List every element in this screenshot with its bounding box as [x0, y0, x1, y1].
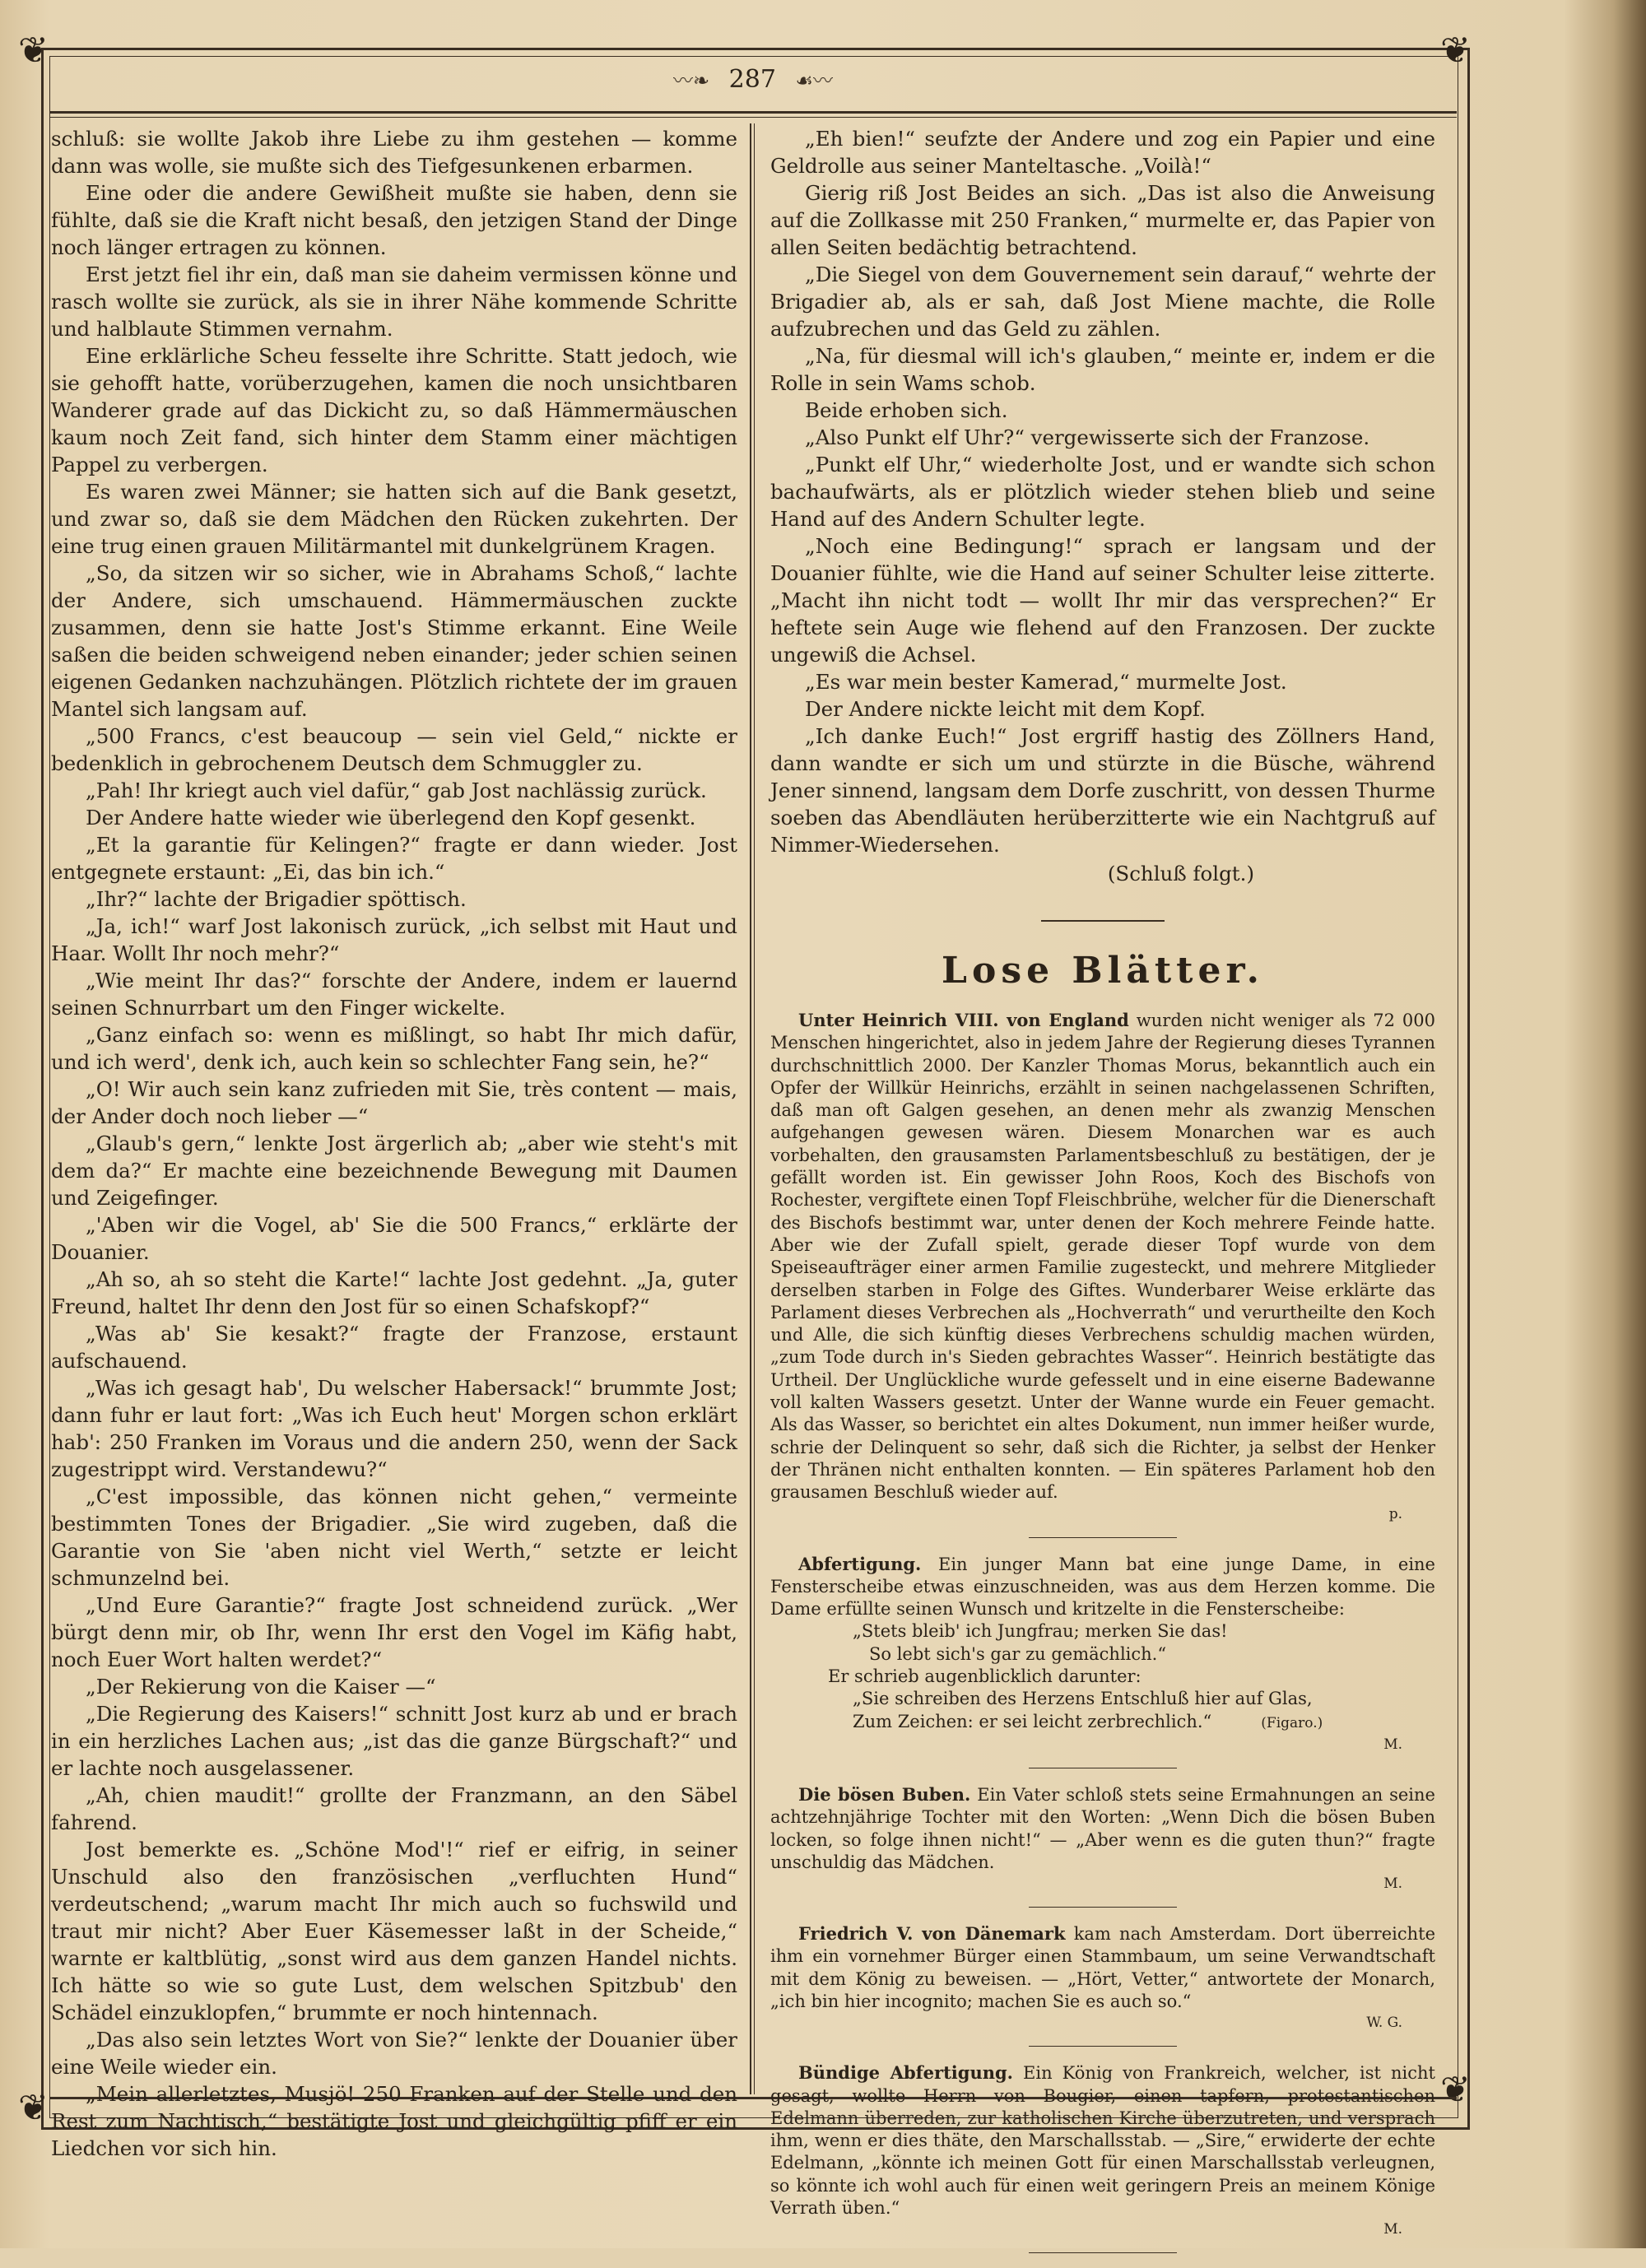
- item-signature: M.: [1383, 2221, 1402, 2238]
- story-paragraph: „Ihr?“ lachte der Brigadier spöttisch.: [86, 887, 467, 911]
- corner-ornament-bottom-right-icon: ❦: [1440, 2069, 1471, 2111]
- corner-ornament-bottom-left-icon: ❦: [18, 2087, 49, 2129]
- corner-ornament-top-right-icon: ❦: [1440, 30, 1471, 72]
- story-paragraph: „Was ich gesagt hab', Du welscher Habersack!“ brummte Jost; dann fuhr er laut fort: „Was ich Euch heut' Morgen schon erklärt hab': 250 Franken im Voraus und die andern 250, wenn der Sack zugestrippt wird. Verstandewu?“: [51, 1376, 737, 1481]
- corner-ornament-top-left-icon: ❦: [18, 30, 49, 72]
- page-number: 287: [728, 65, 776, 94]
- miscellany-section: [770, 1009, 1435, 2253]
- story-paragraph: „O! Wir auch sein kanz zufrieden mit Sie, très content — mais, der Ander doch noch lieber —“: [51, 1077, 737, 1128]
- header-rule-thin: [49, 117, 1457, 118]
- miscellany-item: [770, 1922, 1435, 2013]
- verse-line: So lebt sich's gar zu gemächlich.“: [869, 1643, 1167, 1664]
- miscellany-item: [770, 2061, 1435, 2219]
- miscellany-item: [770, 1009, 1435, 1504]
- story-paragraph: „Das also sein letztes Wort von Sie?“ lenkte der Douanier über eine Weile wieder ein.: [51, 2028, 737, 2079]
- story-paragraph: „Also Punkt elf Uhr?“ vergewisserte sich der Franzose.: [805, 425, 1370, 449]
- story-paragraph: „Und Eure Garantie?“ fragte Jost schneidend zurück. „Wer bürgt denn mir, ob Ihr, wenn Ihr erst den Vogel im Käfig habt, noch Euer Wort halten werdet?“: [51, 1593, 737, 1671]
- story-paragraph: „Et la garantie für Kelingen?“ fragte er dann wieder. Jost entgegnete erstaunt: „Ei, das bin ich.“: [51, 833, 737, 884]
- verse-line: „Sie schreiben des Herzens Entschluß hier auf Glas,: [853, 1689, 1313, 1709]
- story-paragraph: „Eh bien!“ seufzte der Andere und zog ein Papier und eine Geldrolle aus seiner Manteltasche. „Voilà!“: [770, 127, 1435, 178]
- story-paragraph: „Die Regierung des Kaisers!“ schnitt Jost kurz ab und er brach in ein herzliches Lachen aus; „ist das die ganze Bürgschaft?“ und er lachte noch ausgelassener.: [51, 1702, 737, 1780]
- item-signature: M.: [1383, 1875, 1402, 1893]
- column-divider: [750, 123, 751, 2094]
- story-paragraph: „Pah! Ihr kriegt auch viel dafür,“ gab Jost nachlässig zurück.: [86, 778, 707, 802]
- item-heading: Unter Heinrich VIII. von England: [798, 1010, 1129, 1030]
- story-paragraph: Gierig riß Jost Beides an sich. „Das ist also die Anweisung auf die Zollkasse mit 250 Franken,“ murmelte er, das Papier von allen Seiten bedächtig betrachtend.: [770, 181, 1435, 259]
- story-paragraph: Beide erhoben sich.: [805, 398, 1008, 422]
- header-ornament-left-icon: 〰❧: [673, 69, 710, 92]
- left-column: [51, 125, 737, 2162]
- story-paragraph: Der Andere hatte wieder wie überlegend den Kopf gesenkt.: [86, 806, 696, 830]
- to-be-continued: (Schluß folgt.): [1107, 862, 1254, 885]
- story-paragraph: „C'est impossible, das können nicht gehen,“ vermeinte bestimmten Tones der Brigadier. „Sie wird zugeben, daß die Garantie von Sie 'aben nicht viel Werth,“ setzte er leicht schmunzelnd bei.: [51, 1485, 737, 1590]
- section-divider: [1041, 920, 1165, 922]
- story-paragraph: „So, da sitzen wir so sicher, wie in Abrahams Schoß,“ lachte der Andere, sich umschauend. Hämmermäuschen zuckte zusammen, denn sie hatte Jost's Stimme erkannt. Eine Weile saßen die beiden schweigend neben einander; jeder schien seinen eigenen Gedanken nachzuhängen. Plötzlich richtete der im grauen Mantel sich langsam auf.: [51, 561, 737, 721]
- story-paragraph: „Glaub's gern,“ lenkte Jost ärgerlich ab; „aber wie steht's mit dem da?“ Er machte eine bezeichnende Bewegung mit Daumen und Zeigefinger.: [51, 1132, 737, 1210]
- story-paragraph: schluß: sie wollte Jakob ihre Liebe zu ihm gestehen — komme dann was wolle, sie mußte sich des Tiefgesunkenen erbarmen.: [51, 127, 737, 178]
- item-divider: [1029, 2046, 1177, 2047]
- story-paragraph: „Es war mein bester Kamerad,“ murmelte Jost.: [805, 670, 1287, 694]
- story-paragraph: „500 Francs, c'est beaucoup — sein viel Geld,“ nickte er bedenklich in gebrochenem Deutsch dem Schmuggler zu.: [51, 724, 737, 775]
- column-divider-thin: [754, 123, 755, 2094]
- story-paragraph: „Ganz einfach so: wenn es mißlingt, so habt Ihr mich dafür, und ich werd', denk ich, auch kein so schlechter Fang sein, he?“: [51, 1023, 737, 1074]
- story-paragraph: „Ah, chien maudit!“ grollte der Franzmann, an den Säbel fahrend.: [51, 1783, 737, 1834]
- item-signature: W. G.: [1366, 2015, 1402, 2032]
- header-rule: [49, 111, 1457, 114]
- story-paragraph: „Ah so, ah so steht die Karte!“ lachte Jost gedehnt. „Ja, guter Freund, haltet Ihr denn den Jost für so einen Schafskopf?“: [51, 1267, 737, 1318]
- story-paragraph: Eine oder die andere Gewißheit mußte sie haben, denn sie fühlte, daß sie die Kraft nicht besaß, den jetzigen Stand der Dinge noch länger ertragen zu können.: [51, 181, 737, 259]
- item-text: wurden nicht weniger als 72 000 Menschen hingerichtet, also in jedem Jahre der Regierung dieses Tyrannen durchschnittlich 2000. Der Kanzler Thomas Morus, bekanntlich auch ein Opfer der Willkür Heinrichs, erzählt in seinen nachgelassenen Schriften, daß man oft Galgen gesehen, an denen mehr als zwanzig Menschen aufgehangen gewesen wären. Diesem Monarchen war es auch vorbehalten, den grausamsten Parlamentsbeschluß zu bestätigen, der je gefällt worden ist. Ein gewisser John Roos, Koch des Bischofs von Rochester, vergiftete einen Topf Fleischbrühe, welcher für die Dienerschaft des Bischofs bestimmt war, unter denen der Koch mehrere Feinde hatte. Aber wie der Zufall spielt, gerade dieser Topf wurde von dem Speiseaufträger einer armen Familie zugesteckt, und mehrere Mitglieder derselben starben in Folge des Giftes. Wunderbarer Weise erklärte das Parlament dieses Verbrechen als „Hochverrath“ und verurtheilte den Koch und Alle, die sich künftig dieses Verbrechens schuldig machen würden, „zum Tode durch in's Sieden gebrachtes Wasser“. Heinrich bestätigte das Urtheil. Der Unglückliche wurde gefesselt und in eine eiserne Badewanne voll kalten Wassers gesetzt. Unter der Wanne wurde ein Feuer gemacht. Als das Wasser, so berichtet ein altes Dokument, nun immer heißer wurde, schrie der Delinquent so sehr, daß sich die Richter, ja selbst der Henker der Thränen nicht enthalten konnten. — Ein späteres Parlament hob den grausamen Beschluß wieder auf.: [770, 1011, 1435, 1503]
- story-paragraph: „Punkt elf Uhr,“ wiederholte Jost, und er wandte sich schon bachaufwärts, als er plötzlich wieder stehen blieb und seine Hand auf des Andern Schulter legte.: [770, 453, 1435, 531]
- item-signature: M.: [1383, 1736, 1402, 1753]
- story-paragraph: „Die Siegel von dem Gouvernement sein darauf,“ wehrte der Brigadier ab, als er sah, daß Jost Miene machte, die Rolle aufzubrechen und das Geld zu zählen.: [770, 263, 1435, 341]
- story-paragraph: Der Andere nickte leicht mit dem Kopf.: [805, 697, 1206, 721]
- story-paragraph: „Noch eine Bedingung!“ sprach er langsam und der Douanier fühlte, wie die Hand auf seiner Schulter leise zitterte. „Macht ihn nicht todt — wollt Ihr mir das versprechen?“ Er heftete sein Auge wie flehend auf den Franzosen. Der zuckte ungewiß die Achsel.: [770, 534, 1435, 667]
- item-heading: Bündige Abfertigung.: [798, 2062, 1013, 2084]
- page-header: [0, 64, 1506, 94]
- story-paragraph: „Ich danke Euch!“ Jost ergriff hastig des Zöllners Hand, dann wandte er sich um und stürzte in die Büsche, während Jener sinnend, langsam dem Dorfe zuschritt, von dessen Thurme soeben das Abendläuten herüberzitterte wie ein Nachtgruß auf Nimmer-Wiedersehen.: [770, 724, 1435, 857]
- item-text: kam nach Amsterdam. Dort überreichte ihm ein vornehmer Bürger einen Stammbaum, um seine Verwandtschaft mit dem König zu beweisen. — „Hört, Vetter,“ antwortete der Monarch, „ich bin hier incognito; machen Sie es auch so.“: [770, 1924, 1435, 2011]
- verse-line: Zum Zeichen: er sei leicht zerbrechlich.“: [853, 1711, 1212, 1731]
- item-heading: Die bösen Buben.: [798, 1783, 971, 1805]
- item-divider: [1029, 1537, 1177, 1538]
- item-heading: Abfertigung.: [798, 1553, 922, 1574]
- miscellany-item: [770, 1553, 1435, 1621]
- miscellany-item: [770, 1783, 1435, 1874]
- story-paragraph: Erst jetzt fiel ihr ein, daß man sie daheim vermissen könne und rasch wollte sie zurück, als sie in ihrer Nähe kommende Schritte und halblaute Stimmen vernahm.: [51, 263, 737, 341]
- item-signature: p.: [1388, 1505, 1402, 1522]
- story-paragraph: „Der Rekierung von die Kaiser —“: [86, 1675, 436, 1699]
- story-paragraph: Es waren zwei Männer; sie hatten sich auf die Bank gesetzt, und zwar so, daß sie dem Mädchen den Rücken zukehrten. Der eine trug einen grauen Militärmantel mit dunkelgrünem Kragen.: [51, 480, 737, 558]
- section-title: Lose Blätter.: [942, 950, 1264, 992]
- story-paragraph: „Ja, ich!“ warf Jost lakonisch zurück, „ich selbst mit Haut und Haar. Wollt Ihr noch mehr?“: [51, 914, 737, 965]
- item-divider: [1029, 1907, 1177, 1908]
- story-paragraph: „Wie meint Ihr das?“ forschte der Andere, indem er lauernd seinen Schnurrbart um den Finger wickelte.: [51, 969, 737, 1020]
- item-text: Ein Vater schloß stets seine Ermahnungen an seine achtzehnjährige Tochter mit den Worten: „Wenn Dich die bösen Buben locken, so folge ihnen nicht!“ — „Aber wenn es die guten thun?“ fragte unschuldig das Mädchen.: [770, 1784, 1435, 1872]
- item-source: (Figaro.): [1261, 1714, 1323, 1731]
- header-ornament-right-icon: ☙〰: [795, 69, 833, 92]
- verse-intro: Er schrieb augenblicklich darunter:: [828, 1666, 1142, 1687]
- story-paragraph: „Mein allerletztes, Musjö! 250 Franken auf der Stelle und den Rest zum Nachtisch,“ bestätigte Jost und gleichgültig pfiff er ein Liedchen vor sich hin.: [51, 2082, 737, 2160]
- story-paragraph: Eine erklärliche Scheu fesselte ihre Schritte. Statt jedoch, wie sie gehofft hatte, vorüberzugehen, kamen die noch unsichtbaren Wanderer grade auf das Dickicht zu, so daß Hämmermäuschen kaum noch Zeit fand, sich hinter dem Stamm einer mächtigen Pappel zu verbergen.: [51, 344, 737, 476]
- story-paragraph: „'Aben wir die Vogel, ab' Sie die 500 Francs,“ erklärte der Douanier.: [51, 1213, 737, 1264]
- verse-line: „Stets bleib' ich Jungfrau; merken Sie das!: [853, 1621, 1228, 1642]
- story-paragraph: Jost bemerkte es. „Schöne Mod'!“ rief er eifrig, in seiner Unschuld also den französischen „verfluchten Hund“ verdeutschend; „warum macht Ihr mich auch so fuchswild und traut mir nicht? Aber Euer Käsemesser laßt in der Scheide,“ warnte er kaltblütig, „sonst wird aus dem ganzen Handel nichts. Ich hätte so wie so gute Lust, dem welschen Spitzbub' den Schädel einzuklopfen,“ brummte er noch hintennach.: [51, 1838, 737, 2024]
- story-paragraph: „Was ab' Sie kesakt?“ fragte der Franzose, erstaunt aufschauend.: [51, 1322, 737, 1373]
- item-divider: [1029, 2252, 1177, 2253]
- item-text: Ein junger Mann bat eine junge Dame, in eine Fensterscheibe etwas einzuschneiden, was aus dem Herzen komme. Die Dame erfüllte seinen Wunsch und kritzelte in die Fensterscheibe:: [770, 1554, 1435, 1620]
- story-paragraph: „Na, für diesmal will ich's glauben,“ meinte er, indem er die Rolle in sein Wams schob.: [770, 344, 1435, 395]
- verse-line-with-source: [770, 1711, 1435, 1735]
- item-heading: Friedrich V. von Dänemark: [798, 1923, 1066, 1945]
- right-column: [770, 125, 1435, 2268]
- item-text: Ein König von Frankreich, welcher, ist nicht gesagt, wollte Herrn von Bougier, einen tapfern, protestantischen Edelmann überreden, zur katholischen Kirche überzutreten, und versprach ihm, wenn er dies thäte, den Marschallsstab. — „Sire,“ erwiderte der echte Edelmann, „könnte ich meinen Gott für einen Marschallsstab verleugnen, so könnte ich wohl auch für einen weit geringern Preis an meinem Könige Verrath üben.“: [770, 2063, 1435, 2219]
